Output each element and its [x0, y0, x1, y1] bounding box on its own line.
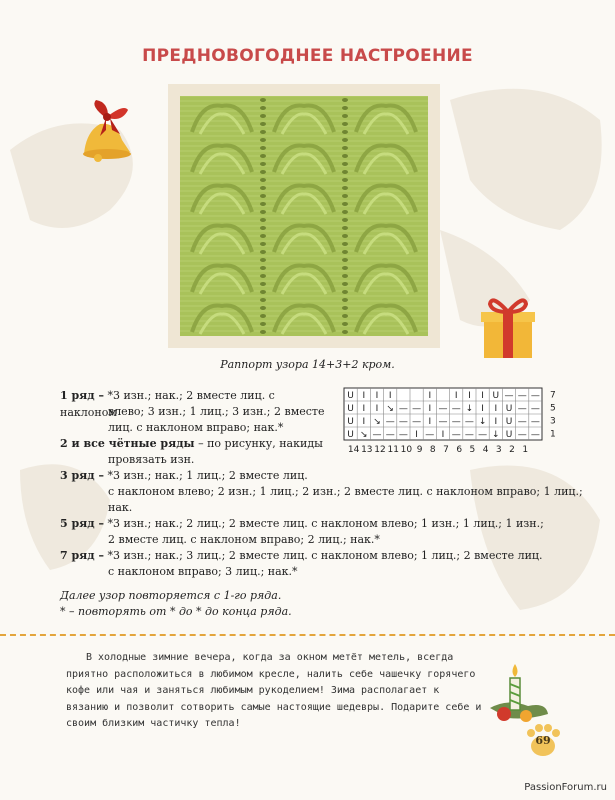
- chart-symbol: ↓: [478, 417, 487, 427]
- chart-row-number: 7: [550, 390, 556, 401]
- row-3: [60, 468, 350, 485]
- chart-symbol: U: [492, 391, 500, 401]
- intro-paragraph: В холодные зимние вечера, когда за окном метёт метель, всегда приятно расположиться в любимом кресле, налить себе чашечку горячего кофе или чая и заняться любимым рукоделием! Зима располагает к вязанию и позволит сотворить самые настоящие шедевры. Подарите себе и своим близким частичку тепла!: [66, 652, 482, 729]
- chart-symbol: —: [464, 417, 474, 427]
- chart-symbol: —: [451, 430, 461, 440]
- chart-symbol: —: [372, 430, 382, 440]
- chart-symbol: ↓: [492, 430, 500, 440]
- row-3-line-3: нак.: [108, 501, 133, 514]
- chart-symbol: —: [451, 404, 461, 414]
- note-asterisk: * – повторять от * до * до конца ряда.: [60, 605, 292, 618]
- chart-symbol: —: [517, 404, 527, 414]
- chart-symbol: —: [530, 404, 540, 414]
- chart-col-number: 14: [347, 445, 360, 455]
- gift-icon: [478, 292, 538, 362]
- row-3-line-2: с наклоном влево; 2 изн.; 1 лиц.; 2 изн.; 2 вместе лиц. с наклоном вправо; 1 лиц.;: [108, 485, 583, 498]
- row-5-line-2: 2 вместе лиц. с наклоном вправо; 2 лиц.; нак.*: [108, 533, 380, 546]
- chart-symbol: I: [428, 417, 432, 427]
- row-2-line-1: – по рисунку, накиды: [198, 437, 323, 450]
- chart-symbol: —: [385, 417, 395, 427]
- chart-symbol: I: [428, 404, 432, 414]
- chart-symbol: —: [517, 391, 527, 401]
- row-1-line-2: влево; 3 изн.; 1 лиц.; 3 изн.; 2 вместе: [108, 405, 325, 418]
- chart-row-number: 5: [550, 403, 556, 414]
- row-2-line-2: провязать изн.: [108, 453, 195, 466]
- chart-symbol: U: [347, 430, 354, 440]
- chart-row-number: 3: [550, 416, 556, 427]
- chart-col-number: 11: [387, 445, 399, 455]
- chart-symbol: I: [454, 391, 458, 401]
- chart-symbol: I: [494, 404, 498, 414]
- page-number: 69: [535, 734, 551, 747]
- chart-symbol: U: [505, 404, 513, 414]
- chart-symbol: I: [468, 391, 471, 401]
- chart-symbol: I: [481, 404, 484, 414]
- row-2: [60, 436, 340, 453]
- row-3-label: 3 ряд –: [60, 469, 104, 482]
- chart-symbol: I: [441, 430, 445, 440]
- chart-symbol: I: [375, 391, 379, 401]
- chart-symbol: I: [415, 430, 418, 440]
- row-1-line-1: *3 изн.; нак.; 2 вместе лиц. с наклоном: [60, 389, 275, 419]
- chart-col-number: 2: [509, 445, 515, 455]
- row-1-label: 1 ряд –: [60, 389, 104, 402]
- row-5-line-1: *3 изн.; нак.; 2 лиц.; 2 вместе лиц. с наклоном влево; 1 изн.; 1 лиц.; 1 изн.;: [107, 517, 544, 530]
- chart-symbol: —: [517, 417, 527, 427]
- chart-symbol: —: [478, 430, 488, 440]
- candle-decoration-icon: [488, 658, 550, 728]
- chart-symbol: —: [464, 430, 474, 440]
- page-title: ПРЕДНОВОГОДНЕЕ НАСТРОЕНИЕ: [142, 46, 473, 66]
- chart-symbol: —: [412, 417, 422, 427]
- chart-col-number: 6: [456, 445, 463, 455]
- chart-col-number: 3: [495, 445, 502, 455]
- chart-symbol: I: [362, 404, 366, 414]
- swatch-caption: Раппорт узора 14+3+2 кром.: [220, 358, 395, 371]
- chart-symbol: U: [347, 404, 354, 414]
- chart-symbol: ↓: [465, 404, 474, 414]
- chart-col-number: 10: [400, 445, 413, 455]
- chart-col-number: 5: [469, 445, 476, 455]
- chart-symbol: ↘: [386, 404, 394, 414]
- chart-symbol: I: [375, 404, 379, 414]
- section-divider: [0, 634, 615, 636]
- row-7-label: 7 ряд –: [60, 549, 104, 562]
- row-5-label: 5 ряд –: [60, 517, 104, 530]
- chart-col-number: 4: [482, 445, 489, 455]
- chart-symbol: —: [504, 391, 514, 401]
- knitting-chart: [340, 384, 562, 466]
- chart-col-number: 9: [416, 445, 423, 455]
- chart-symbol: —: [517, 430, 527, 440]
- chart-symbol: ↘: [373, 417, 381, 427]
- chart-symbol: —: [398, 430, 408, 440]
- chart-col-number: 8: [429, 445, 436, 455]
- chart-symbol: —: [438, 417, 448, 427]
- knitting-swatch-photo: [180, 96, 428, 336]
- chart-symbol: U: [347, 417, 354, 427]
- chart-symbol: U: [347, 391, 354, 401]
- chart-symbol: —: [385, 430, 395, 440]
- chart-symbol: I: [362, 417, 366, 427]
- chart-row-number: 1: [550, 429, 556, 440]
- chart-symbol: I: [494, 417, 498, 427]
- row-3-line-1: *3 изн.; нак.; 1 лиц.; 2 вместе лиц.: [107, 469, 308, 482]
- chart-symbol: —: [451, 417, 461, 427]
- bell-icon: [70, 96, 136, 166]
- row-2-label: 2 и все чётные ряды: [60, 437, 195, 450]
- chart-col-number: 1: [522, 445, 529, 455]
- row-7-line-2: с наклоном вправо; 3 лиц.; нак.*: [108, 565, 298, 578]
- chart-symbol: U: [505, 417, 513, 427]
- note-repeat: Далее узор повторяется с 1-го ряда.: [60, 589, 282, 602]
- chart-symbol: —: [438, 404, 448, 414]
- chart-symbol: I: [481, 391, 484, 401]
- row-7-line-1: *3 изн.; нак.; 3 лиц.; 2 вместе лиц. с наклоном влево; 1 лиц.; 2 вместе лиц.: [107, 549, 543, 562]
- row-1-line-3: лиц. с наклоном вправо; нак.*: [108, 421, 284, 434]
- chart-symbol: —: [530, 430, 540, 440]
- chart-symbol: —: [425, 430, 435, 440]
- chart-col-number: 7: [443, 445, 449, 455]
- chart-symbol: —: [412, 404, 422, 414]
- chart-symbol: —: [398, 417, 408, 427]
- chart-symbol: —: [398, 404, 408, 414]
- row-7: [60, 548, 560, 565]
- watermark: PassionForum.ru: [524, 782, 607, 793]
- chart-symbol: —: [530, 391, 540, 401]
- chart-col-number: 12: [374, 445, 386, 455]
- chart-symbol: ↘: [360, 430, 368, 440]
- chart-symbol: U: [505, 430, 513, 440]
- chart-symbol: I: [362, 391, 366, 401]
- chart-symbol: —: [530, 417, 540, 427]
- chart-col-number: 13: [361, 445, 373, 455]
- chart-symbol: I: [428, 391, 432, 401]
- row-5: [60, 516, 560, 533]
- chart-symbol: I: [388, 391, 392, 401]
